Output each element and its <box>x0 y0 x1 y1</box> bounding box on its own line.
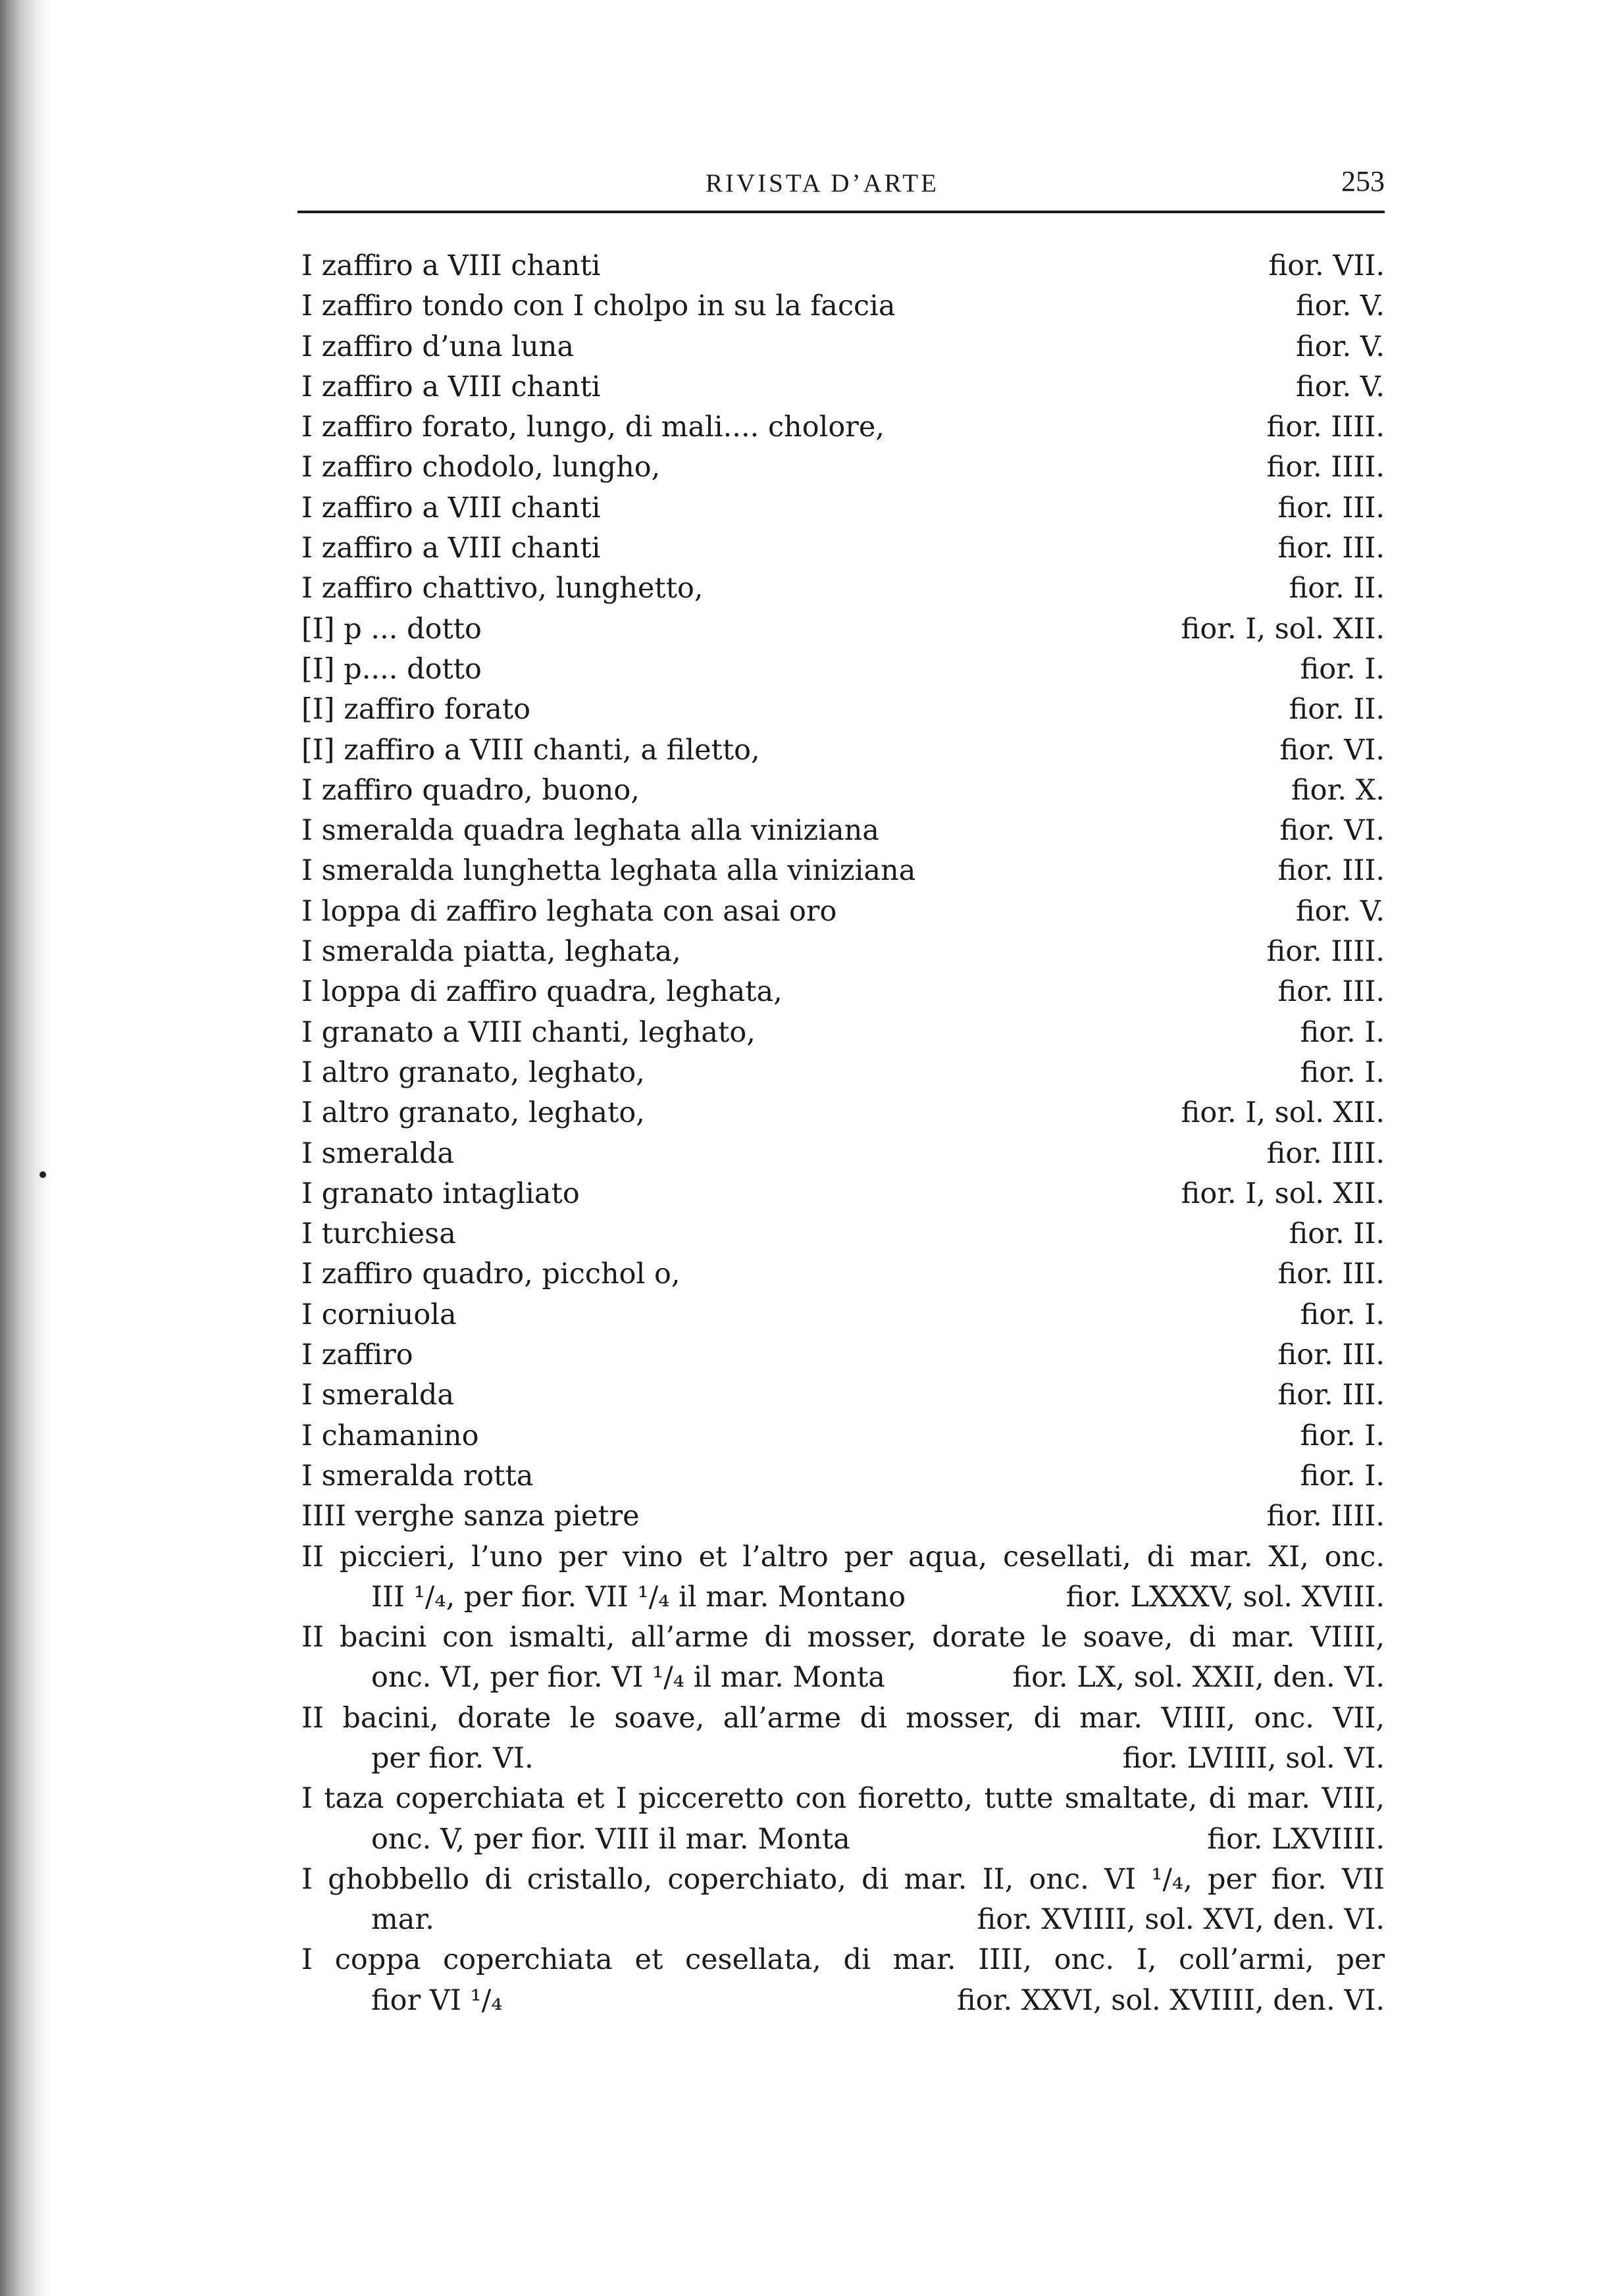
entry-item: I loppa di zaffiro quadra, leghata, <box>301 975 783 1009</box>
inventory-entry <box>301 609 1385 650</box>
entry-item: IIII verghe sanza pietre <box>301 1500 640 1533</box>
entry-item: I zaffiro chodolo, lungho, <box>301 451 661 484</box>
entry-price: fior. V. <box>1296 894 1385 928</box>
inventory-entry-long <box>301 1618 1385 1698</box>
entry-price: fior. IIII. <box>1266 1500 1385 1533</box>
entry-description-continued: onc. VI, per fior. VI ¹/₄ il mar. Monta <box>371 1661 885 1695</box>
inventory-entry <box>301 1295 1385 1335</box>
inventory-entry <box>301 1214 1385 1254</box>
entry-price: fior. III. <box>1277 1379 1385 1412</box>
inventory-entry <box>301 932 1385 972</box>
inventory-entry <box>301 1254 1385 1294</box>
running-title: RIVISTA D’ARTE <box>706 169 939 197</box>
inventory-list <box>301 246 1385 2021</box>
entry-description: II bacini con ismalti, all’arme di mosser, dorate le soave, di mar. VIIII, <box>301 1621 1385 1654</box>
entry-description-continued: III ¹/₄, per fior. VII ¹/₄ il mar. Montano <box>371 1580 906 1614</box>
inventory-entry <box>301 1456 1385 1496</box>
entry-item: I zaffiro a VIII chanti <box>301 491 601 524</box>
entry-item: I zaffiro a VIII chanti <box>301 249 601 282</box>
entry-description: I ghobbello di cristallo, coperchiato, di mar. II, onc. VI ¹/₄, per fior. VII <box>301 1862 1385 1896</box>
entry-price: fior. III. <box>1277 1339 1385 1372</box>
entry-price: fior. LVIIII, sol. VI. <box>1122 1741 1385 1775</box>
entry-price: fior. I. <box>1300 1056 1385 1089</box>
entry-price: fior. V. <box>1296 330 1385 363</box>
entry-description: I coppa coperchiata et cesellata, di mar. IIII, onc. I, coll’armi, per <box>301 1943 1385 1977</box>
inventory-entry <box>301 851 1385 891</box>
inventory-entry-long <box>301 1940 1385 2021</box>
inventory-entry <box>301 1416 1385 1456</box>
inventory-entry <box>301 730 1385 771</box>
entry-price: fior. VII. <box>1268 249 1385 282</box>
entry-item: I zaffiro d’una luna <box>301 330 575 363</box>
inventory-entry <box>301 972 1385 1012</box>
entry-price: fior. II. <box>1289 572 1385 605</box>
page-header <box>297 165 1385 204</box>
entry-price: fior. III. <box>1277 532 1385 565</box>
entry-description: II bacini, dorate le soave, all’arme di mosser, di mar. VIIII, onc. VII, <box>301 1701 1385 1735</box>
inventory-entry-long <box>301 1860 1385 1941</box>
inventory-entry <box>301 1013 1385 1053</box>
entry-price: fior. LXVIIII. <box>1207 1822 1385 1856</box>
entry-price: fior. I. <box>1300 1459 1385 1492</box>
entry-price: fior. V. <box>1296 290 1385 323</box>
entry-price: fior. XVIIII, sol. XVI, den. VI. <box>977 1903 1385 1937</box>
entry-item: I granato intagliato <box>301 1177 580 1210</box>
entry-item: I loppa di zaffiro leghata con asai oro <box>301 894 837 928</box>
entry-item: I smeralda piatta, leghata, <box>301 935 681 969</box>
ink-speck <box>39 1171 46 1178</box>
page-binding-edge <box>0 0 51 2296</box>
entry-price: fior. III. <box>1277 975 1385 1009</box>
entry-item: [I] zaffiro forato <box>301 693 531 727</box>
header-rule <box>297 211 1385 213</box>
entry-description-continued: mar. <box>371 1903 434 1937</box>
entry-price: fior. II. <box>1289 693 1385 727</box>
entry-item: I smeralda <box>301 1136 455 1170</box>
inventory-entry <box>301 407 1385 447</box>
inventory-entry <box>301 367 1385 407</box>
entry-item: I smeralda lunghetta leghata alla viniziana <box>301 854 916 888</box>
entry-price: fior. I. <box>1300 1419 1385 1452</box>
entry-item: I smeralda <box>301 1379 455 1412</box>
entry-price: fior. I, sol. XII. <box>1181 612 1385 646</box>
entry-item: I corniuola <box>301 1298 457 1331</box>
entry-item: [I] p ... dotto <box>301 612 482 646</box>
entry-price: fior. I. <box>1300 1015 1385 1049</box>
entry-item: I zaffiro <box>301 1339 413 1372</box>
entry-description: II piccieri, l’uno per vino et l’altro per aqua, cesellati, di mar. XI, onc. <box>301 1540 1385 1573</box>
entry-item: I turchiesa <box>301 1217 456 1251</box>
entry-item: I zaffiro a VIII chanti <box>301 532 601 565</box>
entry-description-continued: fior VI ¹/₄ <box>371 1983 503 2017</box>
entry-price: fior. I, sol. XII. <box>1181 1096 1385 1130</box>
entry-item: I zaffiro a VIII chanti <box>301 370 601 403</box>
entry-item: I zaffiro quadro, picchol o, <box>301 1258 681 1291</box>
entry-price: fior. LX, sol. XXII, den. VI. <box>1012 1661 1385 1695</box>
inventory-entry-long <box>301 1698 1385 1779</box>
entry-price: fior. XXVI, sol. XVIIII, den. VI. <box>956 1983 1385 2017</box>
inventory-entry <box>301 1496 1385 1537</box>
entry-price: fior. IIII. <box>1266 1136 1385 1170</box>
entry-price: fior. III. <box>1277 491 1385 524</box>
entry-item: I smeralda quadra leghata alla viniziana <box>301 814 879 848</box>
entry-price: fior. IIII. <box>1266 935 1385 969</box>
inventory-entry <box>301 286 1385 326</box>
inventory-entry <box>301 447 1385 488</box>
inventory-entry <box>301 528 1385 569</box>
entry-price: fior. X. <box>1291 773 1385 807</box>
inventory-entry <box>301 327 1385 367</box>
entry-item: I chamanino <box>301 1419 479 1452</box>
inventory-entry <box>301 811 1385 851</box>
entry-price: fior. I, sol. XII. <box>1181 1177 1385 1210</box>
inventory-entry <box>301 1053 1385 1093</box>
inventory-entry <box>301 1375 1385 1416</box>
inventory-entry <box>301 246 1385 286</box>
inventory-entry-long <box>301 1537 1385 1618</box>
inventory-entry <box>301 1093 1385 1133</box>
entry-price: fior. III. <box>1277 854 1385 888</box>
entry-price: fior. LXXXV, sol. XVIII. <box>1066 1580 1385 1614</box>
inventory-entry <box>301 569 1385 609</box>
inventory-entry <box>301 1134 1385 1174</box>
inventory-entry <box>301 690 1385 730</box>
inventory-entry <box>301 488 1385 528</box>
entry-item: I zaffiro tondo con I cholpo in su la faccia <box>301 290 896 323</box>
entry-description-continued: per fior. VI. <box>371 1741 534 1775</box>
entry-item: I altro granato, leghato, <box>301 1056 645 1089</box>
inventory-entry <box>301 892 1385 932</box>
inventory-entry-long <box>301 1779 1385 1860</box>
inventory-entry <box>301 1335 1385 1375</box>
entry-item: I altro granato, leghato, <box>301 1096 645 1130</box>
entry-price: fior. VI. <box>1279 733 1385 767</box>
entry-price: fior. VI. <box>1279 814 1385 848</box>
entry-item: I smeralda rotta <box>301 1459 534 1492</box>
entry-item: I granato a VIII chanti, leghato, <box>301 1015 756 1049</box>
entry-item: I zaffiro quadro, buono, <box>301 773 640 807</box>
entry-item: I zaffiro chattivo, lunghetto, <box>301 572 704 605</box>
entry-price: fior. III. <box>1277 1258 1385 1291</box>
page-number: 253 <box>1341 165 1385 197</box>
entry-item: I zaffiro forato, lungo, di mali.... cholore, <box>301 411 885 444</box>
entry-item: [I] p.... dotto <box>301 652 482 686</box>
entry-description: I taza coperchiata et I picceretto con fioretto, tutte smaltate, di mar. VIII, <box>301 1782 1385 1816</box>
entry-price: fior. I. <box>1300 1298 1385 1331</box>
inventory-entry <box>301 650 1385 690</box>
entry-price: fior. IIII. <box>1266 451 1385 484</box>
entry-description-continued: onc. V, per fior. VIII il mar. Monta <box>371 1822 850 1856</box>
entry-price: fior. II. <box>1289 1217 1385 1251</box>
entry-price: fior. V. <box>1296 370 1385 403</box>
inventory-entry <box>301 771 1385 811</box>
entry-price: fior. I. <box>1300 652 1385 686</box>
entry-price: fior. IIII. <box>1266 411 1385 444</box>
inventory-entry <box>301 1174 1385 1214</box>
entry-item: [I] zaffiro a VIII chanti, a filetto, <box>301 733 760 767</box>
